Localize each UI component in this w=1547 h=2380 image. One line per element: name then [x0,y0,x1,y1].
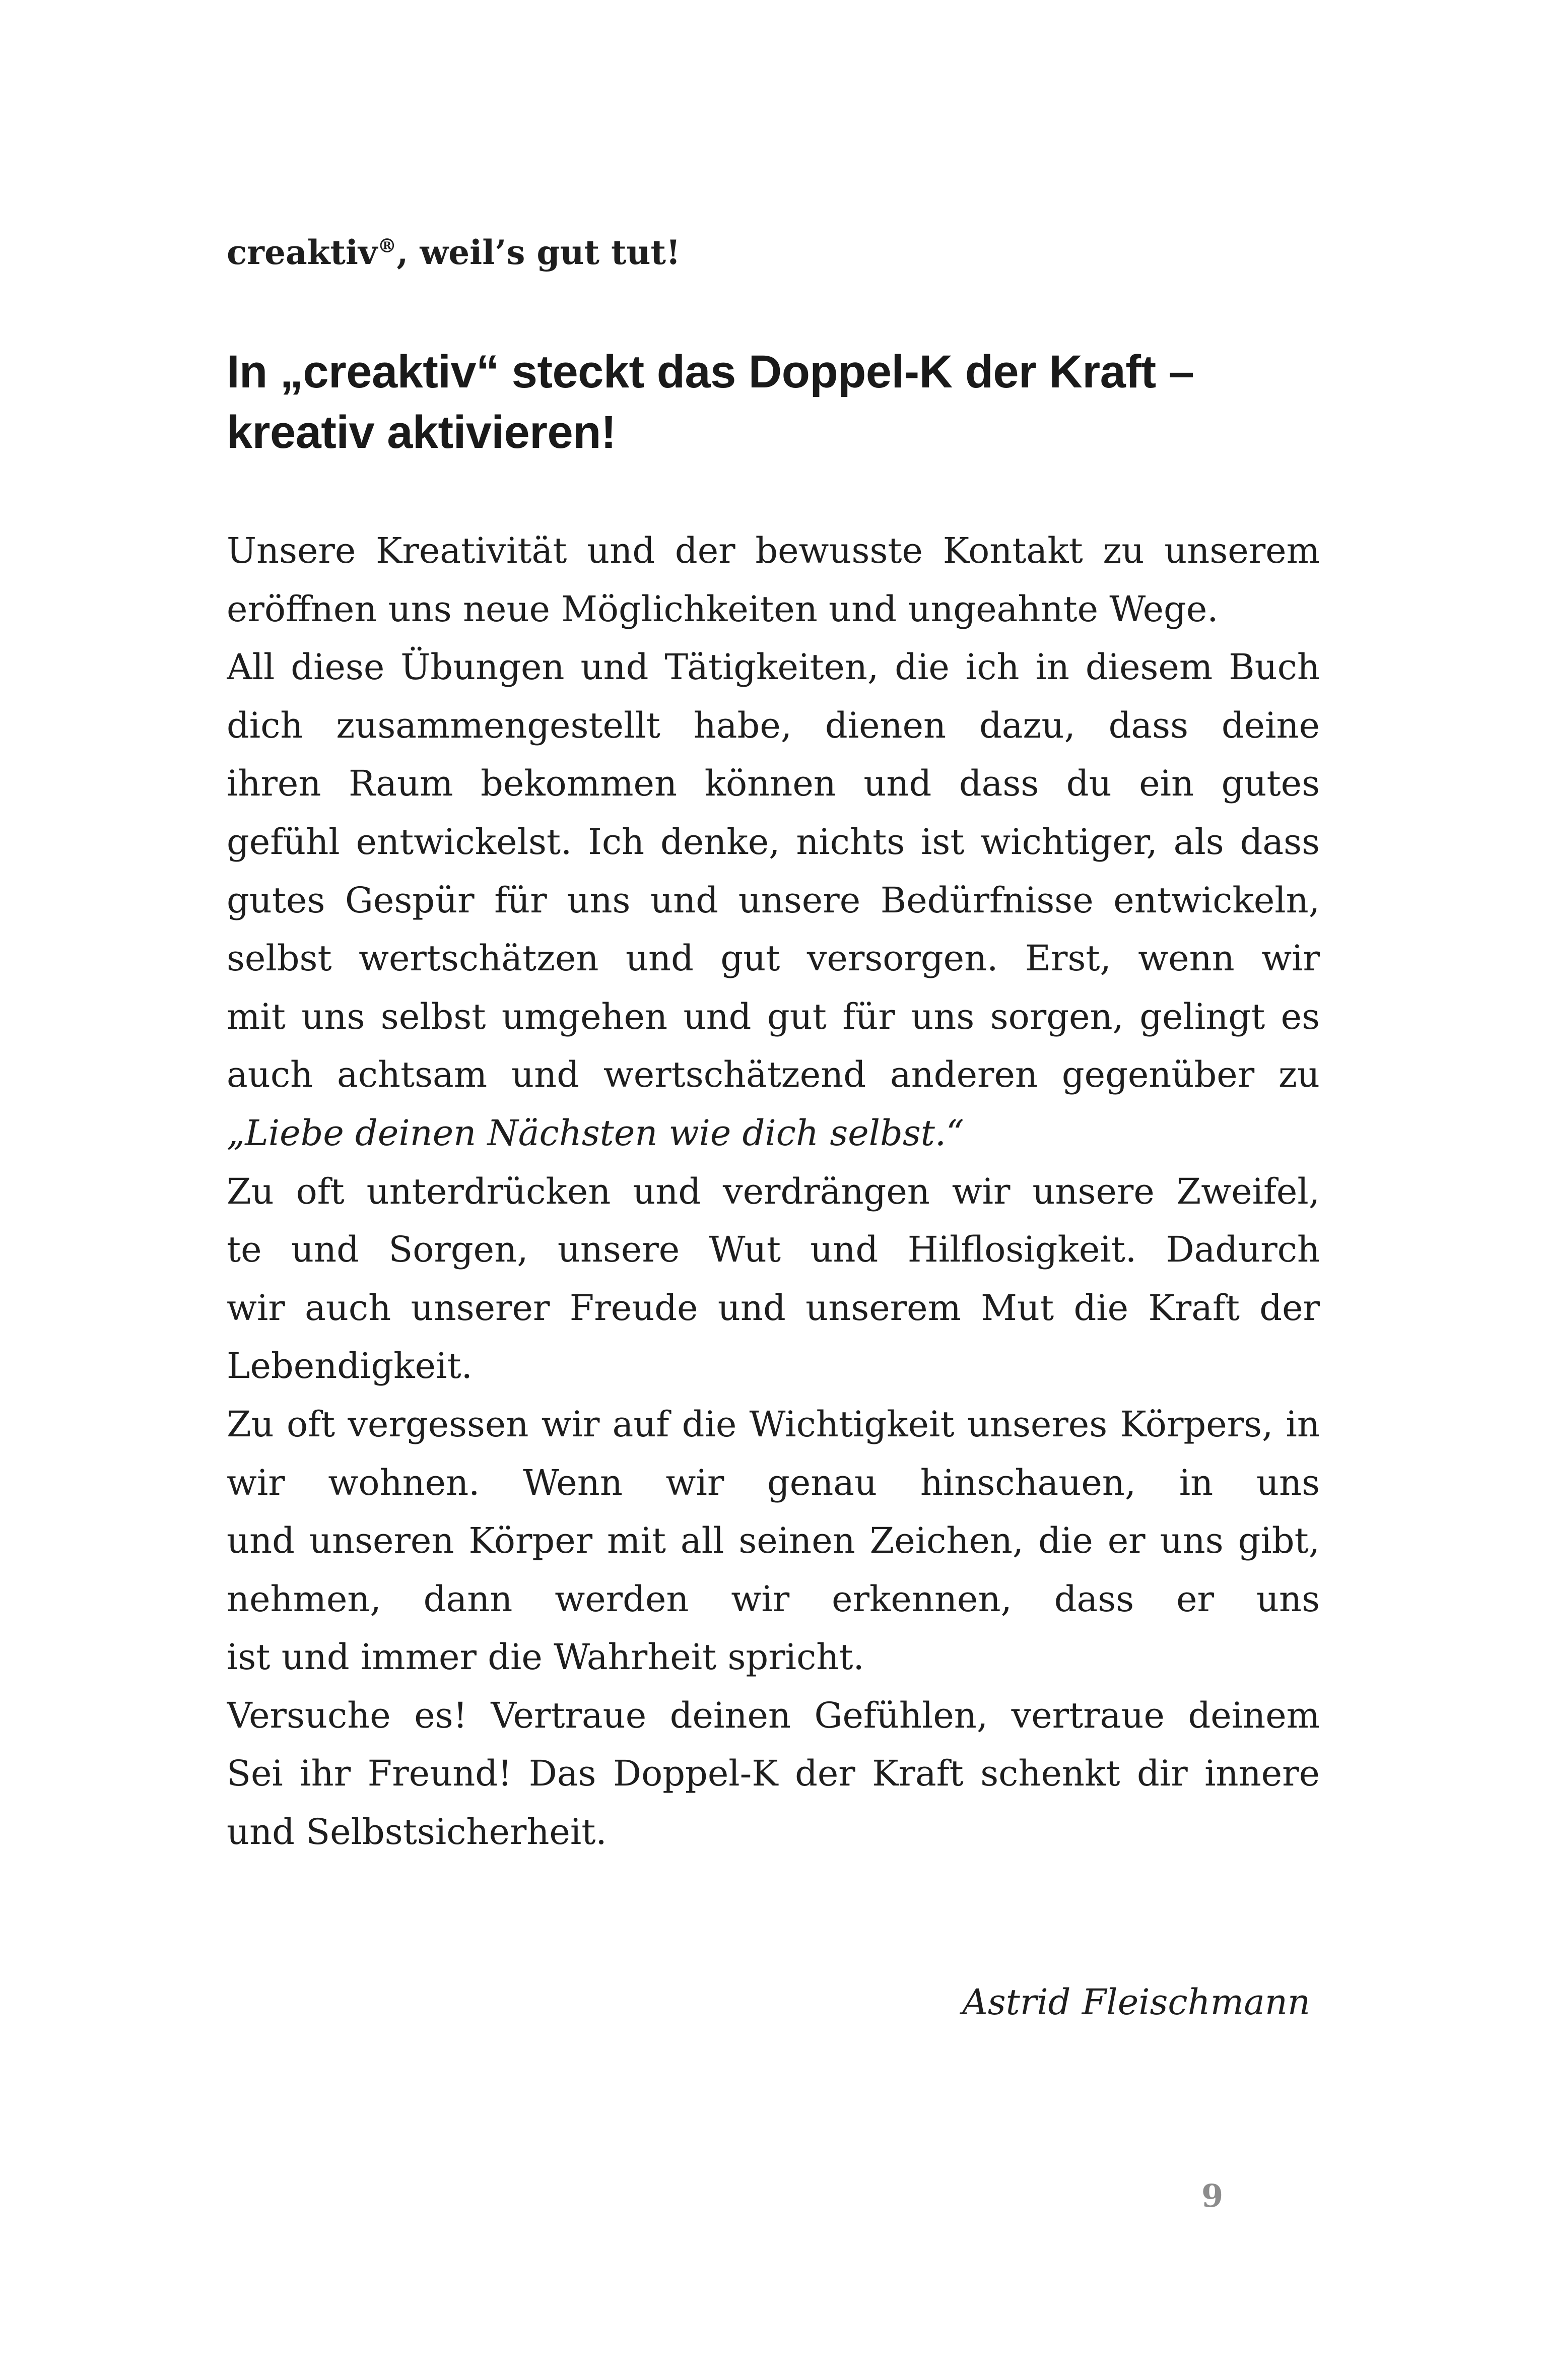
body-line: ist und immer die Wahrheit spricht. [227,1636,864,1678]
page-number: 9 [1201,2177,1224,2214]
author-signature: Astrid Fleischmann [962,1981,1310,2023]
heading-line-1: In „creaktiv“ steckt das Doppel-K der Kraft – [227,346,1194,398]
body-quote: „Liebe deinen Nächsten wie dich selbst.“ [227,1112,964,1154]
body-line: und Selbstsicherheit. [227,1811,607,1853]
body-line: Zu oft vergessen wir auf die Wichtigkeit unseres Körpers, in [227,1403,1320,1445]
body-text [227,522,1320,1862]
body-line: Versuche es! Vertraue deinen Gefühlen, vertraue deinem [227,1694,1320,1736]
body-line: Sei ihr Freund! Das Doppel-K der Kraft schenkt dir innere [227,1753,1320,1795]
heading-line-2: kreativ aktivieren! [227,407,616,458]
body-line: mit uns selbst umgehen und gut für uns sorgen, gelingt es [227,996,1320,1037]
body-line: Zu oft unterdrücken und verdrängen wir unsere Zweifel, [227,1170,1320,1212]
body-line: gutes Gespür für uns und unsere Bedürfnisse entwickeln, [227,879,1320,921]
body-line: selbst wertschätzen und gut versorgen. Erst, wenn wir [227,938,1320,979]
body-line: auch achtsam und wertschätzend anderen gegenüber zu [227,1054,1320,1096]
body-line: Unsere Kreativität und der bewusste Kontakt zu unserem [227,530,1320,571]
registered-mark: ® [377,234,397,257]
kicker-brand: creaktiv [227,233,378,272]
kicker-rest: , weil’s gut tut! [396,233,681,272]
body-line: wir auch unserer Freude und unserem Mut die Kraft der [227,1287,1320,1329]
body-line: Lebendigkeit. [227,1345,473,1387]
body-line: gefühl entwickelst. Ich denke, nichts ist wichtiger, als dass [227,821,1320,863]
body-line: eröffnen uns neue Möglichkeiten und ungeahnte Wege. [227,588,1219,630]
body-line: ihren Raum bekommen können und dass du ein gutes [227,763,1320,805]
body-line: te und Sorgen, unsere Wut und Hilflosigkeit. Dadurch [227,1229,1320,1271]
body-line: nehmen, dann werden wir erkennen, dass er uns [227,1578,1320,1620]
body-line: wir wohnen. Wenn wir genau hinschauen, in uns [227,1462,1320,1503]
body-line: dich zusammengestellt habe, dienen dazu, dass deine [227,704,1320,746]
body-line: und unseren Körper mit all seinen Zeichen, die er uns gibt, [227,1520,1320,1562]
section-kicker [227,233,681,273]
body-line: All diese Übungen und Tätigkeiten, die ich in diesem Buch [227,646,1320,688]
chapter-heading [227,342,1335,462]
